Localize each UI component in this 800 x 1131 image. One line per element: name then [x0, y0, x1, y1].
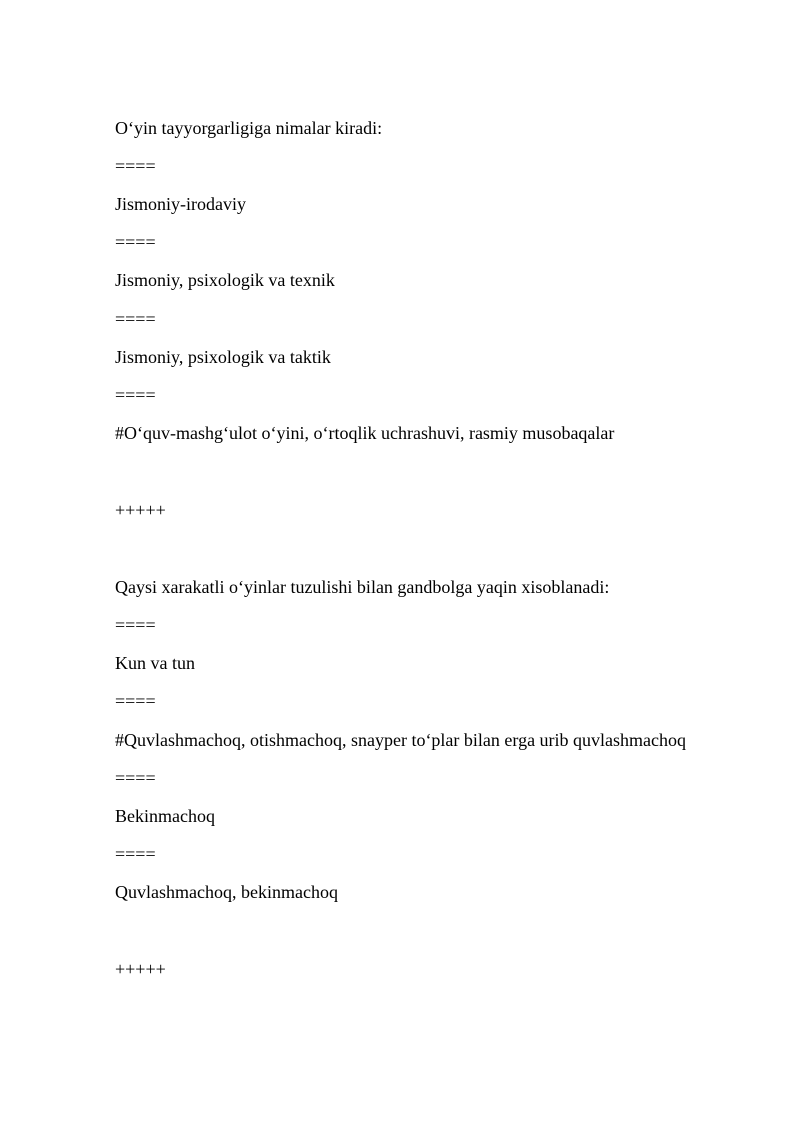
separator: ==== [115, 156, 156, 176]
separator: ==== [115, 691, 156, 711]
separator: ==== [115, 309, 156, 329]
answer-option: Quvlashmachoq, bekinmachoq [115, 882, 338, 902]
separator: ==== [115, 385, 156, 405]
separator: ==== [115, 768, 156, 788]
answer-option: Kun va tun [115, 653, 195, 673]
question-2: Qaysi xarakatli o‘yinlar tuzulishi bilan gandbolga yaqin xisoblanadi: [115, 577, 610, 597]
end-marker: +++++ [115, 500, 166, 520]
separator: ==== [115, 615, 156, 635]
answer-option-correct: #O‘quv-mashg‘ulot o‘yini, o‘rtoqlik uchrashuvi, rasmiy musobaqalar [115, 423, 615, 443]
end-marker: +++++ [115, 959, 166, 979]
question-1: O‘yin tayyorgarligiga nimalar kiradi: [115, 118, 383, 138]
answer-option: Jismoniy-irodaviy [115, 194, 246, 214]
answer-option-correct: #Quvlashmachoq, otishmachoq, snayper to‘plar bilan erga urib quvlashmachoq [115, 730, 687, 750]
answer-option: Jismoniy, psixologik va taktik [115, 347, 331, 367]
separator: ==== [115, 844, 156, 864]
answer-option: Jismoniy, psixologik va texnik [115, 270, 335, 290]
answer-option: Bekinmachoq [115, 806, 215, 826]
separator: ==== [115, 232, 156, 252]
